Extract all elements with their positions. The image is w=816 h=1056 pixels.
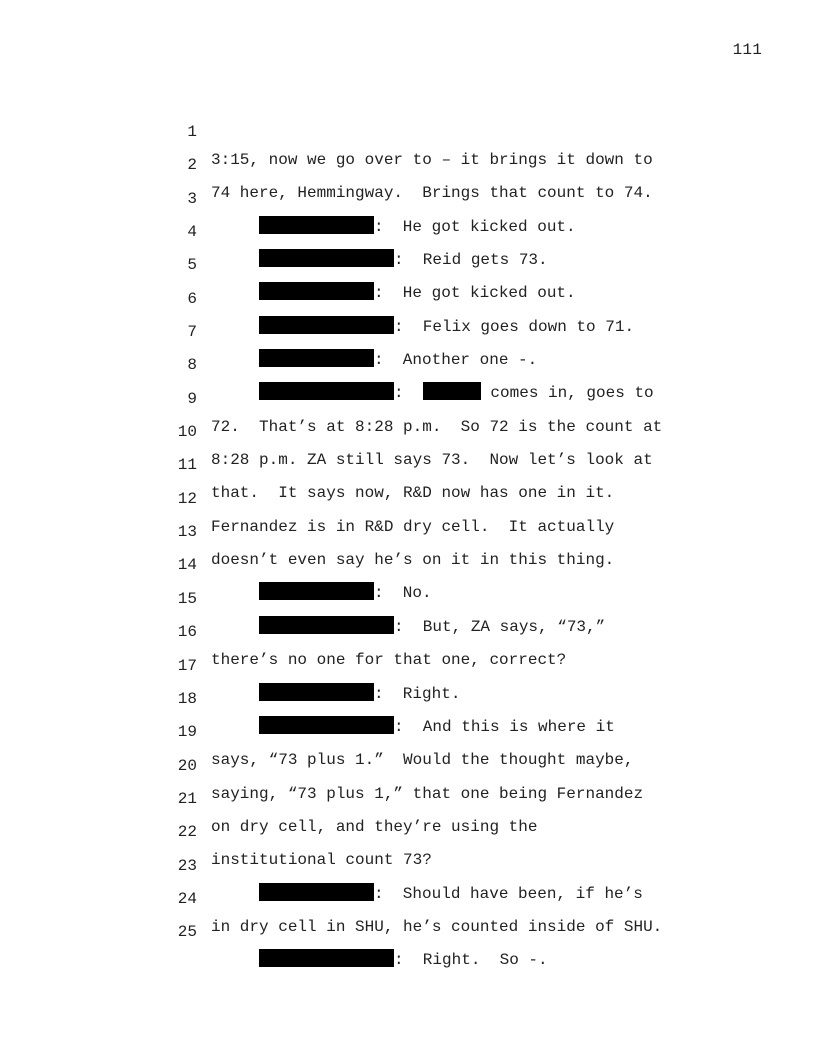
transcript-body bbox=[172, 90, 732, 970]
line-number: 4 bbox=[187, 223, 197, 242]
line-number: 25 bbox=[177, 923, 197, 942]
line-text-continued: comes in, goes to bbox=[480, 384, 654, 403]
line-text: : Reid gets 73. bbox=[394, 251, 548, 270]
line-number: 21 bbox=[177, 789, 197, 808]
transcript-line bbox=[172, 90, 732, 169]
line-number: 6 bbox=[187, 289, 197, 308]
line-text: : bbox=[394, 384, 423, 403]
line-number: 12 bbox=[177, 489, 197, 508]
line-text: : No. bbox=[374, 584, 432, 603]
line-number: 5 bbox=[187, 256, 197, 275]
line-number: 23 bbox=[177, 856, 197, 875]
line-number: 7 bbox=[187, 323, 197, 342]
line-number: 1 bbox=[187, 123, 197, 141]
line-text: 72. That’s at 8:28 p.m. So 72 is the count at bbox=[211, 417, 663, 436]
line-number: 16 bbox=[177, 623, 197, 642]
line-text: saying, “73 plus 1,” that one being Fernandez bbox=[211, 784, 644, 803]
line-text: 3:15, now we go over to – it brings it down to bbox=[211, 151, 653, 169]
line-text: in dry cell in SHU, he’s counted inside of SHU. bbox=[211, 917, 663, 936]
line-number: 10 bbox=[177, 423, 197, 442]
line-text: : He got kicked out. bbox=[374, 284, 576, 303]
line-text: Fernandez is in R&D dry cell. It actually bbox=[211, 517, 615, 536]
line-text: : Should have been, if he’s bbox=[374, 884, 643, 903]
line-number: 24 bbox=[177, 889, 197, 908]
line-number: 9 bbox=[187, 389, 197, 408]
line-text: that. It says now, R&D now has one in it. bbox=[211, 484, 615, 503]
page-number: 111 bbox=[732, 41, 762, 59]
line-text: : He got kicked out. bbox=[374, 217, 576, 236]
line-text: 74 here, Hemmingway. Brings that count to 74. bbox=[211, 184, 653, 203]
line-number: 11 bbox=[177, 456, 197, 475]
line-number: 22 bbox=[177, 823, 197, 842]
line-text: there’s no one for that one, correct? bbox=[211, 651, 567, 670]
line-text: : Another one -. bbox=[374, 351, 538, 370]
line-text: doesn’t even say he’s on it in this thing. bbox=[211, 551, 615, 570]
line-text: : Felix goes down to 71. bbox=[394, 317, 635, 336]
line-text: institutional count 73? bbox=[211, 851, 432, 870]
line-number: 20 bbox=[177, 756, 197, 775]
line-number: 19 bbox=[177, 723, 197, 742]
line-text: : Right. So -. bbox=[394, 951, 548, 970]
line-number: 3 bbox=[187, 189, 197, 208]
line-text: 8:28 p.m. ZA still says 73. Now let’s look at bbox=[211, 451, 653, 470]
line-text: : And this is where it bbox=[394, 717, 615, 736]
line-text: says, “73 plus 1.” Would the thought maybe, bbox=[211, 751, 634, 770]
redacted-speaker-name bbox=[259, 949, 394, 967]
line-number: 13 bbox=[177, 523, 197, 542]
line-number: 2 bbox=[187, 156, 197, 175]
line-number: 8 bbox=[187, 356, 197, 375]
line-text: on dry cell, and they’re using the bbox=[211, 817, 538, 836]
line-text: : But, ZA says, “73,” bbox=[394, 617, 606, 636]
line-number: 15 bbox=[177, 589, 197, 608]
line-number: 14 bbox=[177, 556, 197, 575]
line-number: 17 bbox=[177, 656, 197, 675]
line-text: : Right. bbox=[374, 684, 461, 703]
line-number: 18 bbox=[177, 689, 197, 708]
speaker-turn bbox=[259, 946, 548, 974]
